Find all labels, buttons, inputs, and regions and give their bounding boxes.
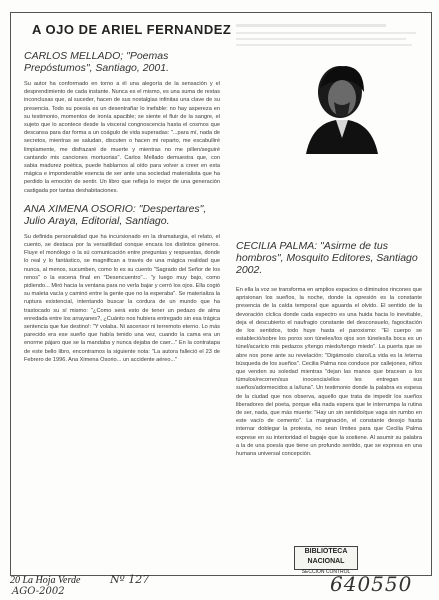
library-stamp (294, 546, 358, 575)
stamp-line-2: NACIONAL (307, 558, 345, 565)
author-portrait (296, 58, 382, 154)
review-body-mellado: Su autor ha conformado en torno a él una alegoría de la sensación y el desprendimiento de cada instante. Nunca es el mismo, es una suma de restas inconclusas que, al suceder, hacen de sus nostalgias infinitas una clave de su presencia. Todo su poesía es un desentrañar lo inefable: no hay aspereza en su testimonio, momentos de ironía apacible; se siente el fluir de la sangre, el sujeto que lo acontece desde la visceral congnoscencia hasta el cosmos que descansa para dar forma a un coágulo de vida superadas: "...para mí, nada de secretos, mientras se saludan, discuten o hacen mi reparto, me escabulliré limpiamente, me disfrazaré de muerte y mientras no me pillen/seguiré cantando mis canciones mortuorias". Carlos Mellado demuestra que, con sabia madurez poética, puede hablarnos al oído para volver a creer en esta mágica e imponderable esencia de ser ante una sociedad materialista que ha perdido la emoción de sentir. Un libro que refleja lo mejor de una generación castigada por tantas deshabitaciones. (24, 81, 220, 194)
handwritten-date: AGO-2002 (12, 586, 65, 597)
review-body-osorio: Su definida personalidad que ha incursionado en la dramaturgia, el relato, el cuento, se destaca por la versatilidad conque encara los distintos géneros. Fluye el monólogo o la sú comunicación entre preguntas y respuestas, donde lo real y lo fantástico, se magnifican a través de una mágica realidad que nunca, al menos, sucumben, como lo es su cuento "Sagrado del Señor de los renos" o la escena final en "Desencuentro"... "y luego muy bajo, como pidiendo... Miró hacia la ventana para no verla bajar y cerró los ojos. Ella cogió su maleta vacía y caminó entre la gente que no la esperaba". Se materializa la ruptura existencial, intentando buscar la cordura de un mundo que ha trastocado su sí mismo: "¿Como será esto de tener un pedazo de alma enredada entre los arrayanes?, ¿Cuánto nos hubiera entregado sin esa trágica sentencia que fue destino!: "Y volaba. Ni ascensor ni terremoto eterno. Lo más parecido era ese sueño que había tenido una vez, cuando la cama era un enorme pájaro que se la mandaba y nunca dejaba de caer..." En la contratapa de este bello libro, encontramos la siguiente nota: "La autora falleció el 23 de Febrero de 1996. Ana Ximena Osorio... un accidente aéreo..." (24, 233, 220, 363)
handwritten-catalog-number: 640550 (330, 572, 413, 596)
handwritten-issue: Nº 127 (110, 573, 150, 586)
page-title: A OJO DE ARIEL FERNANDEZ (32, 22, 232, 37)
review-heading-palma: CECILIA PALMA: "Asirme de tus hombros", Mosquito Editores, Santiago 2002. (236, 240, 418, 276)
review-heading-osorio: ANA XIMENA OSORIO: "Despertares", Julio Araya, Editorial, Santiago. (24, 202, 207, 227)
footer-page-label: 20 La Hoja Verde (10, 575, 81, 586)
review-body-palma: En ella la voz se transforma en amplios espacios o diminutos rincones que aprisionan los sueños, la noche, donde la opresión es la constante presencia de la caída temporal que aguarda el olvido. El sentido de la devoración cíclica donde cada espectro es una huida hacia lo inevitable, deja el descubierto el naufragio constante del desconsuelo, fagocitación de los sentidos, todo huye hasta el paroxismo: "El cuerpo se estableció/sobre los poros son túneles/los ojos son túneles/la boca es un túnel/acaricio mis pedazos y/tengo miedo/tengo miedo". La puerta que se abre nos pone ante su revelación: "Digámoslo claro/La vida es la /eterna búsqueda de los sueños". Cecilia Palma nos conduce por callejones, niños que venden su soledad mientras "dejan las manos que bracean a los túmulos/recorren/sus inocencia/ellos les entregan sus sueños/adormecidos a la/luna". Un testimonio donde la palabra es espesa de la ciudad que nos observa, aquello que trata de impedir los sueños liberadores del poeta, porque ella nada espera que le interrumpa la rutina de ser, nada, que más muerte: "Hay un sin sentido/que vaga sin rumbo en este vacío de cemento". La marginación, el constante desojo hasta internar doblegar la protesta, no sean límites para que Cecilia Palma exprese en su interioridad el bagaje que la sostiene. Al asumir su palabra a la de una poesía que tiene un profundo sentido, que se expresa en una humana universal concepción. (236, 287, 422, 458)
stamp-line-3: SECCION CONTROL (301, 569, 351, 575)
review-heading-mellado: CARLOS MELLADO; "Poemas Prepóstumos", Santiago, 2001. (24, 50, 169, 74)
bleed-through-text (236, 22, 422, 52)
right-column (236, 240, 422, 458)
left-column (24, 50, 220, 364)
stamp-line-1: BIBLIOTECA (304, 548, 348, 555)
